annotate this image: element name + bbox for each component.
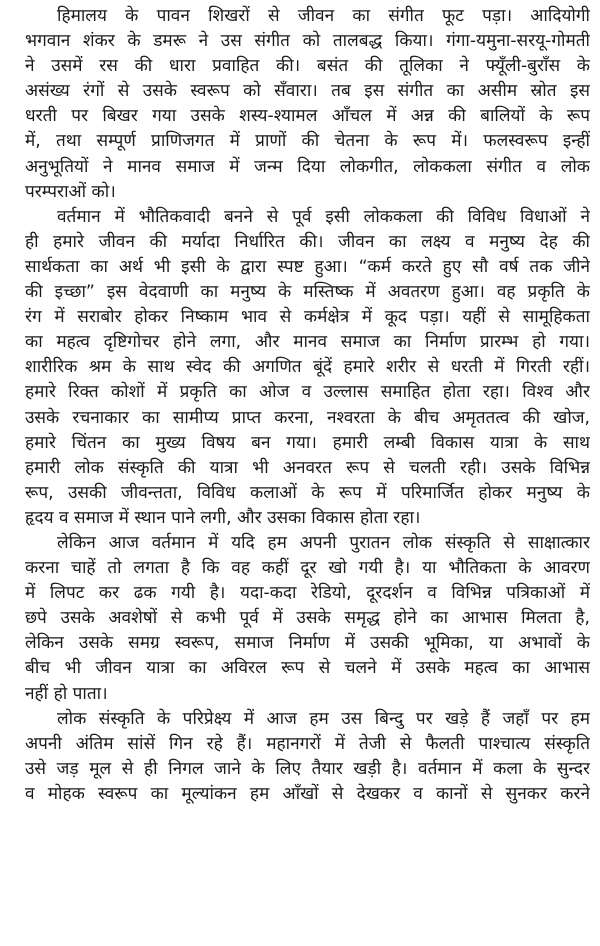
text-line: सार्थकता का अर्थ भी इसी के द्वारा स्पष्ट हुआ। “कर्म करते हुए सौ वर्ष तक जीने bbox=[25, 256, 590, 277]
text-line: में, तथा सम्पूर्ण प्राणिजगत में प्राणों की चेतना के रूप में। फलस्वरूप इन्हीं bbox=[25, 131, 590, 152]
text-line: करना चाहें तो लगता है कि वह कहीं दूर खो गयी है। या भौतिकता के आवरण bbox=[25, 558, 590, 579]
text-line: ही हमारे जीवन की मर्यादा निर्धारित की। जीवन का लक्ष्य व मनुष्य देह की bbox=[25, 231, 590, 252]
text-line: लोक संस्कृति के परिप्रेक्ष्य में आज हम उस बिन्दु पर खड़े हैं जहाँ पर हम bbox=[57, 708, 590, 729]
text-line: व मोहक स्वरूप का मूल्यांकन हम आँखों से देखकर व कानों से सुनकर करने bbox=[25, 783, 590, 804]
text-line: नहीं हो पाता। bbox=[25, 683, 108, 704]
text-line: शारीरिक श्रम के साथ स्वेद की अगणित बूंदें हमारे शरीर से धरती में गिरती रहीं। bbox=[25, 357, 590, 378]
paragraph-2 bbox=[25, 205, 590, 531]
text-line: धरती पर बिखर गया उसके शस्य-श्यामल आँचल में अन्न की बालियों के रूप bbox=[25, 106, 590, 127]
text-line: रूप, उसकी जीवन्तता, विविध कलाओं के रूप में परिमार्जित होकर मनुष्य के bbox=[25, 482, 590, 503]
text-line: का महत्व दृष्टिगोचर होने लगा, और मानव समाज का निर्माण प्रारम्भ हो गया। bbox=[25, 332, 590, 353]
text-line: बीच भी जीवन यात्रा का अविरल रूप से चलने में उसके महत्व का आभास bbox=[25, 658, 590, 679]
document-page bbox=[25, 4, 590, 807]
text-line: लेकिन आज वर्तमान में यदि हम अपनी पुरातन लोक संस्कृति से साक्षात्कार bbox=[57, 532, 590, 553]
text-line: भगवान शंकर के डमरू ने उस संगीत को तालबद्ध किया। गंगा-यमुना-सरयू-गोमती bbox=[25, 31, 590, 52]
text-line: परम्पराओं को। bbox=[25, 181, 116, 202]
text-line: वर्तमान में भौतिकवादी बनने से पूर्व इसी लोककला की विविध विधाओं ने bbox=[57, 206, 590, 227]
text-line: ने उसमें रस की धारा प्रवाहित की। बसंत की तूलिका ने फ्यूँली-बुराँस के bbox=[25, 56, 590, 77]
text-line: अनुभूतियों ने मानव समाज में जन्म दिया लोकगीत, लोककला संगीत व लोक bbox=[25, 156, 590, 177]
text-line: उसे जड़ मूल से ही निगल जाने के लिए तैयार खड़ी है। वर्तमान में कला के सुन्दर bbox=[25, 758, 590, 779]
text-line: हमारे चिंतन का मुख्य विषय बन गया। हमारी लम्बी विकास यात्रा के साथ bbox=[25, 432, 590, 453]
text-line: लेकिन उसके समग्र स्वरूप, समाज निर्माण में उसकी भूमिका, या अभावों के bbox=[25, 633, 590, 654]
text-line: में लिपट कर ढक गयी है। यदा-कदा रेडियो, दूरदर्शन व विभिन्न पत्रिकाओं में bbox=[25, 583, 590, 604]
text-line: छपे उसके अवशेषों से कभी पूर्व में उसके समृद्ध होने का आभास मिलता है, bbox=[25, 608, 590, 629]
text-line: उसके रचनाकार का सामीप्य प्राप्त करना, नश्वरता के बीच अमृततत्व की खोज, bbox=[25, 407, 590, 428]
paragraph-1 bbox=[25, 4, 590, 205]
text-line: अपनी अंतिम सांसें गिन रहे हैं। महानगरों में तेजी से फैलती पाश्चात्य संस्कृति bbox=[25, 733, 590, 754]
text-line: हमारी लोक संस्कृति की यात्रा भी अनवरत रूप से चलती रही। उसके विभिन्न bbox=[25, 457, 590, 478]
text-line: रंग में सराबोर होकर निष्काम भाव से कर्मक्षेत्र में कूद पड़ा। यहीं से सामूहिकता bbox=[25, 307, 590, 328]
paragraph-3 bbox=[25, 531, 590, 707]
text-line: की इच्छा” इस वेदवाणी का मनुष्य के मस्तिष्क में अवतरण हुआ। वह प्रकृति के bbox=[25, 282, 590, 303]
text-line: असंख्य रंगों से उसके स्वरूप को सँवारा। तब इस संगीत का असीम स्रोत इस bbox=[25, 81, 590, 102]
text-line: हिमालय के पावन शिखरों से जीवन का संगीत फूट पड़ा। आदियोगी bbox=[57, 6, 590, 26]
paragraph-4 bbox=[25, 707, 590, 807]
text-line: हृदय व समाज में स्थान पाने लगी, और उसका विकास होता रहा। bbox=[25, 507, 421, 528]
text-line: हमारे रिक्त कोशों में प्रकृति का ओज व उल्लास समाहित होता रहा। विश्व और bbox=[25, 382, 590, 403]
